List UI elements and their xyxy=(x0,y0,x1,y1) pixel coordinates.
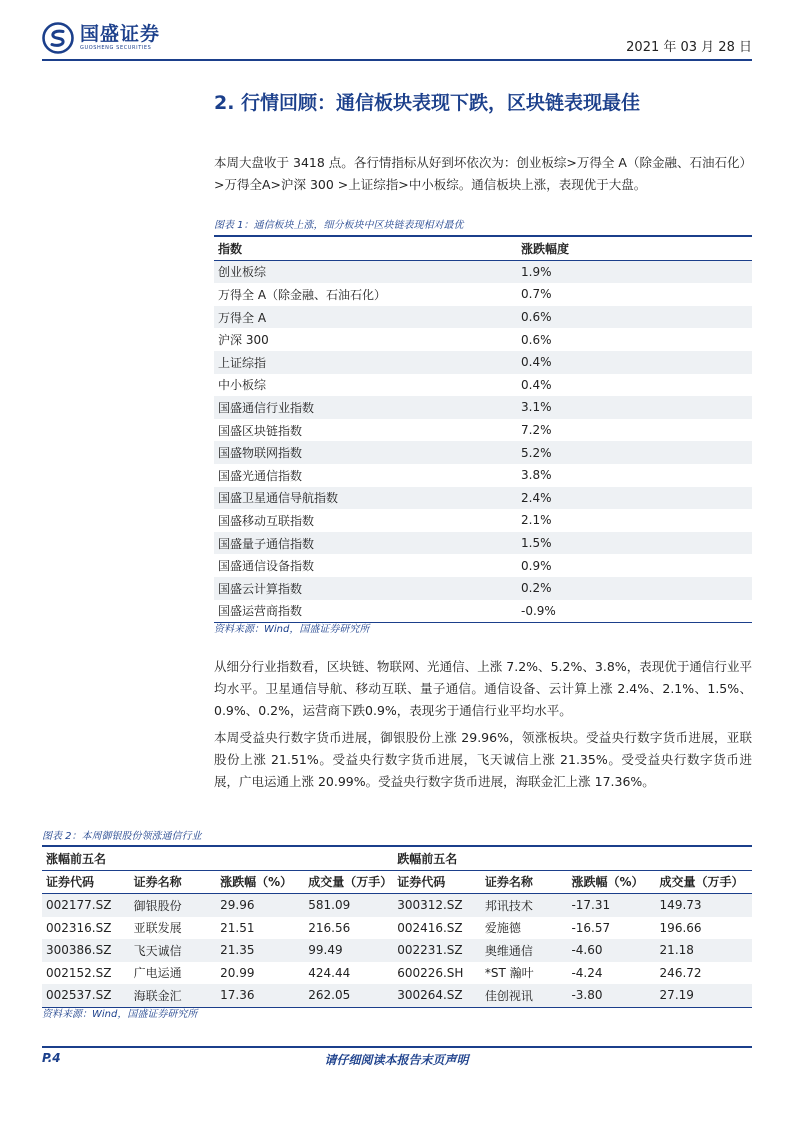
gainer-code-cell: 002177.SZ xyxy=(42,894,130,917)
summary-paragraph: 本周大盘收于 3418 点。各行情指标从好到坏依次为：创业板综>万得全 A（除金融、石油石化）>万得全A>沪深 300 >上证综指>中小板综。通信板块上涨，表现优于大盘。 xyxy=(214,155,752,192)
loser-volume-cell: 246.72 xyxy=(659,965,702,980)
table2-caption: 图表 2：本周御银股份领涨通信行业 xyxy=(42,831,202,842)
table-row xyxy=(214,419,752,442)
footer-divider xyxy=(42,1046,752,1048)
gainer-code-cell: 002537.SZ xyxy=(42,984,130,1007)
loser-volume-cell: 27.19 xyxy=(656,984,752,1007)
gainer-volume-cell: 581.09 xyxy=(304,894,393,917)
gainer-name-cell: 广电运通 xyxy=(133,966,182,981)
index-name-cell: 万得全 A（除金融、石油石化） xyxy=(218,287,387,302)
index-name-cell: 国盛云计算指数 xyxy=(214,577,517,600)
index-change-cell: 0.2% xyxy=(517,577,752,600)
loser-code-cell: 300312.SZ xyxy=(393,894,481,917)
report-date: 2021 年 03 月 28 日 xyxy=(626,40,752,55)
company-logo xyxy=(42,22,160,54)
index-name-cell: 国盛区块链指数 xyxy=(218,423,303,438)
logo-english-name: GUOSHENG SECURITIES xyxy=(80,45,152,51)
index-change-cell: 0.4% xyxy=(521,377,552,392)
index-name-cell: 上证综指 xyxy=(214,351,517,374)
loser-code-cell: 002231.SZ xyxy=(393,939,481,962)
column-header-loser-change-pct: 涨跌幅（%） xyxy=(567,870,655,894)
column-header-loser-code: 证券代码 xyxy=(393,870,481,894)
gainer-volume-cell: 216.56 xyxy=(308,920,351,935)
loser-code-cell: 002416.SZ xyxy=(397,920,463,935)
table-row xyxy=(214,577,752,600)
loser-code-cell: 300264.SZ xyxy=(393,984,481,1007)
loser-change-pct-cell: -4.60 xyxy=(567,939,655,962)
column-header-loser-volume: 成交量（万手） xyxy=(656,870,752,894)
column-header-loser-name: 证券名称 xyxy=(481,870,568,894)
loser-change-pct-cell: -4.24 xyxy=(571,965,603,980)
gainer-volume-cell: 262.05 xyxy=(304,984,393,1007)
loser-name-cell: 佳创视讯 xyxy=(481,984,568,1007)
column-header-gainer-name: 证券名称 xyxy=(130,870,216,894)
loser-change-pct-cell: -16.57 xyxy=(571,920,611,935)
subindex-paragraph: 从细分行业指数看，区块链、物联网、光通信、上涨 7.2%、5.2%、3.8%，表现优于通信行业平均水平。卫星通信导航、移动互联、量子通信。通信设备、云计算上涨 2.4%、2.1%、1.5%、0.9%、0.2%，运营商下跌0.9%，表现劣于通信行业平均水平。 xyxy=(214,659,752,718)
index-name-cell: 万得全 A xyxy=(214,306,517,329)
table-row xyxy=(42,939,752,962)
gainer-volume-cell: 99.49 xyxy=(304,939,393,962)
column-header-gainer-change-pct: 涨跌幅（%） xyxy=(216,870,304,894)
index-name-cell: 国盛通信设备指数 xyxy=(218,559,315,574)
index-change-cell: 3.1% xyxy=(517,396,752,419)
table-header-row xyxy=(42,870,752,894)
loser-change-pct-cell: -17.31 xyxy=(567,894,655,917)
table-row xyxy=(42,894,752,917)
index-name-cell: 国盛运营商指数 xyxy=(218,604,303,619)
gainer-code-cell: 300386.SZ xyxy=(42,939,130,962)
gainer-name-cell: 飞天诚信 xyxy=(130,939,216,962)
column-header-gainer-code: 证券代码 xyxy=(42,870,130,894)
table-row xyxy=(214,441,752,464)
column-header-index: 指数 xyxy=(214,236,517,260)
gainer-name-cell: 亚联发展 xyxy=(133,921,182,936)
section-title: 2. 行情回顾：通信板块表现下跌，区块链表现最佳 xyxy=(214,92,641,114)
table-row xyxy=(214,464,752,487)
index-change-cell: 5.2% xyxy=(517,441,752,464)
header-divider xyxy=(42,59,752,61)
index-name-cell: 国盛通信行业指数 xyxy=(214,396,517,419)
table-row xyxy=(214,554,752,577)
index-change-cell: 0.6% xyxy=(521,332,552,347)
group-header-gainers: 涨幅前五名 xyxy=(42,846,393,870)
table-row xyxy=(42,984,752,1007)
logo-icon xyxy=(42,22,74,54)
index-change-cell: 2.1% xyxy=(521,513,552,528)
gainer-name-cell: 御银股份 xyxy=(130,894,216,917)
gainer-change-pct-cell: 21.35 xyxy=(216,939,304,962)
footer-disclaimer: 请仔细阅读本报告末页声明 xyxy=(324,1053,469,1067)
top-movers-table xyxy=(42,845,752,1008)
index-change-cell: 1.5% xyxy=(517,532,752,555)
loser-code-cell: 600226.SH xyxy=(397,965,464,980)
gainer-change-pct-cell: 20.99 xyxy=(220,965,255,980)
index-name-cell: 国盛物联网指数 xyxy=(214,441,517,464)
table-row xyxy=(42,917,752,940)
table-row xyxy=(214,396,752,419)
index-change-cell: -0.9% xyxy=(521,603,556,618)
table-row xyxy=(214,260,752,283)
loser-name-cell: 奥维通信 xyxy=(481,939,568,962)
index-change-cell: 0.9% xyxy=(521,558,552,573)
index-change-cell: 0.6% xyxy=(517,306,752,329)
table-header-row xyxy=(214,236,752,260)
gainer-code-cell: 002316.SZ xyxy=(46,920,112,935)
column-header-change: 涨跌幅度 xyxy=(517,236,752,260)
index-name-cell: 中小板综 xyxy=(218,378,267,393)
table-row xyxy=(214,487,752,510)
group-header-row xyxy=(42,846,752,870)
index-name-cell: 国盛量子通信指数 xyxy=(214,532,517,555)
loser-volume-cell: 196.66 xyxy=(659,920,702,935)
index-name-cell: 国盛光通信指数 xyxy=(218,468,303,483)
index-change-cell: 7.2% xyxy=(521,423,552,438)
index-performance-table xyxy=(214,235,752,623)
page-number: P.4 xyxy=(42,1051,61,1065)
table-row xyxy=(214,328,752,351)
loser-volume-cell: 149.73 xyxy=(656,894,752,917)
loser-name-cell: *ST 瀚叶 xyxy=(484,966,534,981)
group-header-losers: 跌幅前五名 xyxy=(393,846,752,870)
loser-volume-cell: 21.18 xyxy=(656,939,752,962)
loser-name-cell: 邦讯技术 xyxy=(481,894,568,917)
table1-source: 资料来源：Wind，国盛证券研究所 xyxy=(214,624,370,635)
top-gainers-paragraph: 本周受益央行数字货币进展，御银股份上涨 29.96%，领涨板块。受益央行数字货币进展，亚联股份上涨 21.51%。受益央行数字货币进展，飞天诚信上涨 21.35%。受受益央行数字货币进展，广电运通上涨 20.99%。受益央行数字货币进展，海联金汇上涨 17.36%。 xyxy=(214,730,752,789)
table-row xyxy=(214,532,752,555)
table1-caption: 图表 1：通信板块上涨，细分板块中区块链表现相对最优 xyxy=(214,220,464,231)
index-name-cell: 国盛卫星通信导航指数 xyxy=(214,487,517,510)
gainer-change-pct-cell: 17.36 xyxy=(216,984,304,1007)
index-change-cell: 3.8% xyxy=(521,468,552,483)
table-row xyxy=(214,306,752,329)
logo-chinese-name: 国盛证券 xyxy=(80,23,161,45)
index-name-cell: 沪深 300 xyxy=(218,333,269,348)
loser-change-pct-cell: -3.80 xyxy=(567,984,655,1007)
table-row xyxy=(214,351,752,374)
table-row xyxy=(214,509,752,532)
table2-source: 资料来源：Wind，国盛证券研究所 xyxy=(42,1009,198,1020)
gainer-change-pct-cell: 29.96 xyxy=(216,894,304,917)
index-change-cell: 2.4% xyxy=(517,487,752,510)
column-header-gainer-volume: 成交量（万手） xyxy=(304,870,393,894)
gainer-change-pct-cell: 21.51 xyxy=(220,920,255,935)
index-name-cell: 创业板综 xyxy=(214,260,517,283)
index-name-cell: 国盛移动互联指数 xyxy=(218,513,315,528)
index-change-cell: 0.4% xyxy=(517,351,752,374)
gainer-volume-cell: 424.44 xyxy=(308,965,351,980)
index-change-cell: 0.7% xyxy=(521,287,552,302)
loser-name-cell: 爱施德 xyxy=(484,921,521,936)
table-row xyxy=(42,962,752,985)
page-header xyxy=(42,20,752,60)
table-row xyxy=(214,374,752,397)
gainer-code-cell: 002152.SZ xyxy=(46,965,112,980)
index-change-cell: 1.9% xyxy=(517,260,752,283)
gainer-name-cell: 海联金汇 xyxy=(130,984,216,1007)
table-row xyxy=(214,283,752,306)
